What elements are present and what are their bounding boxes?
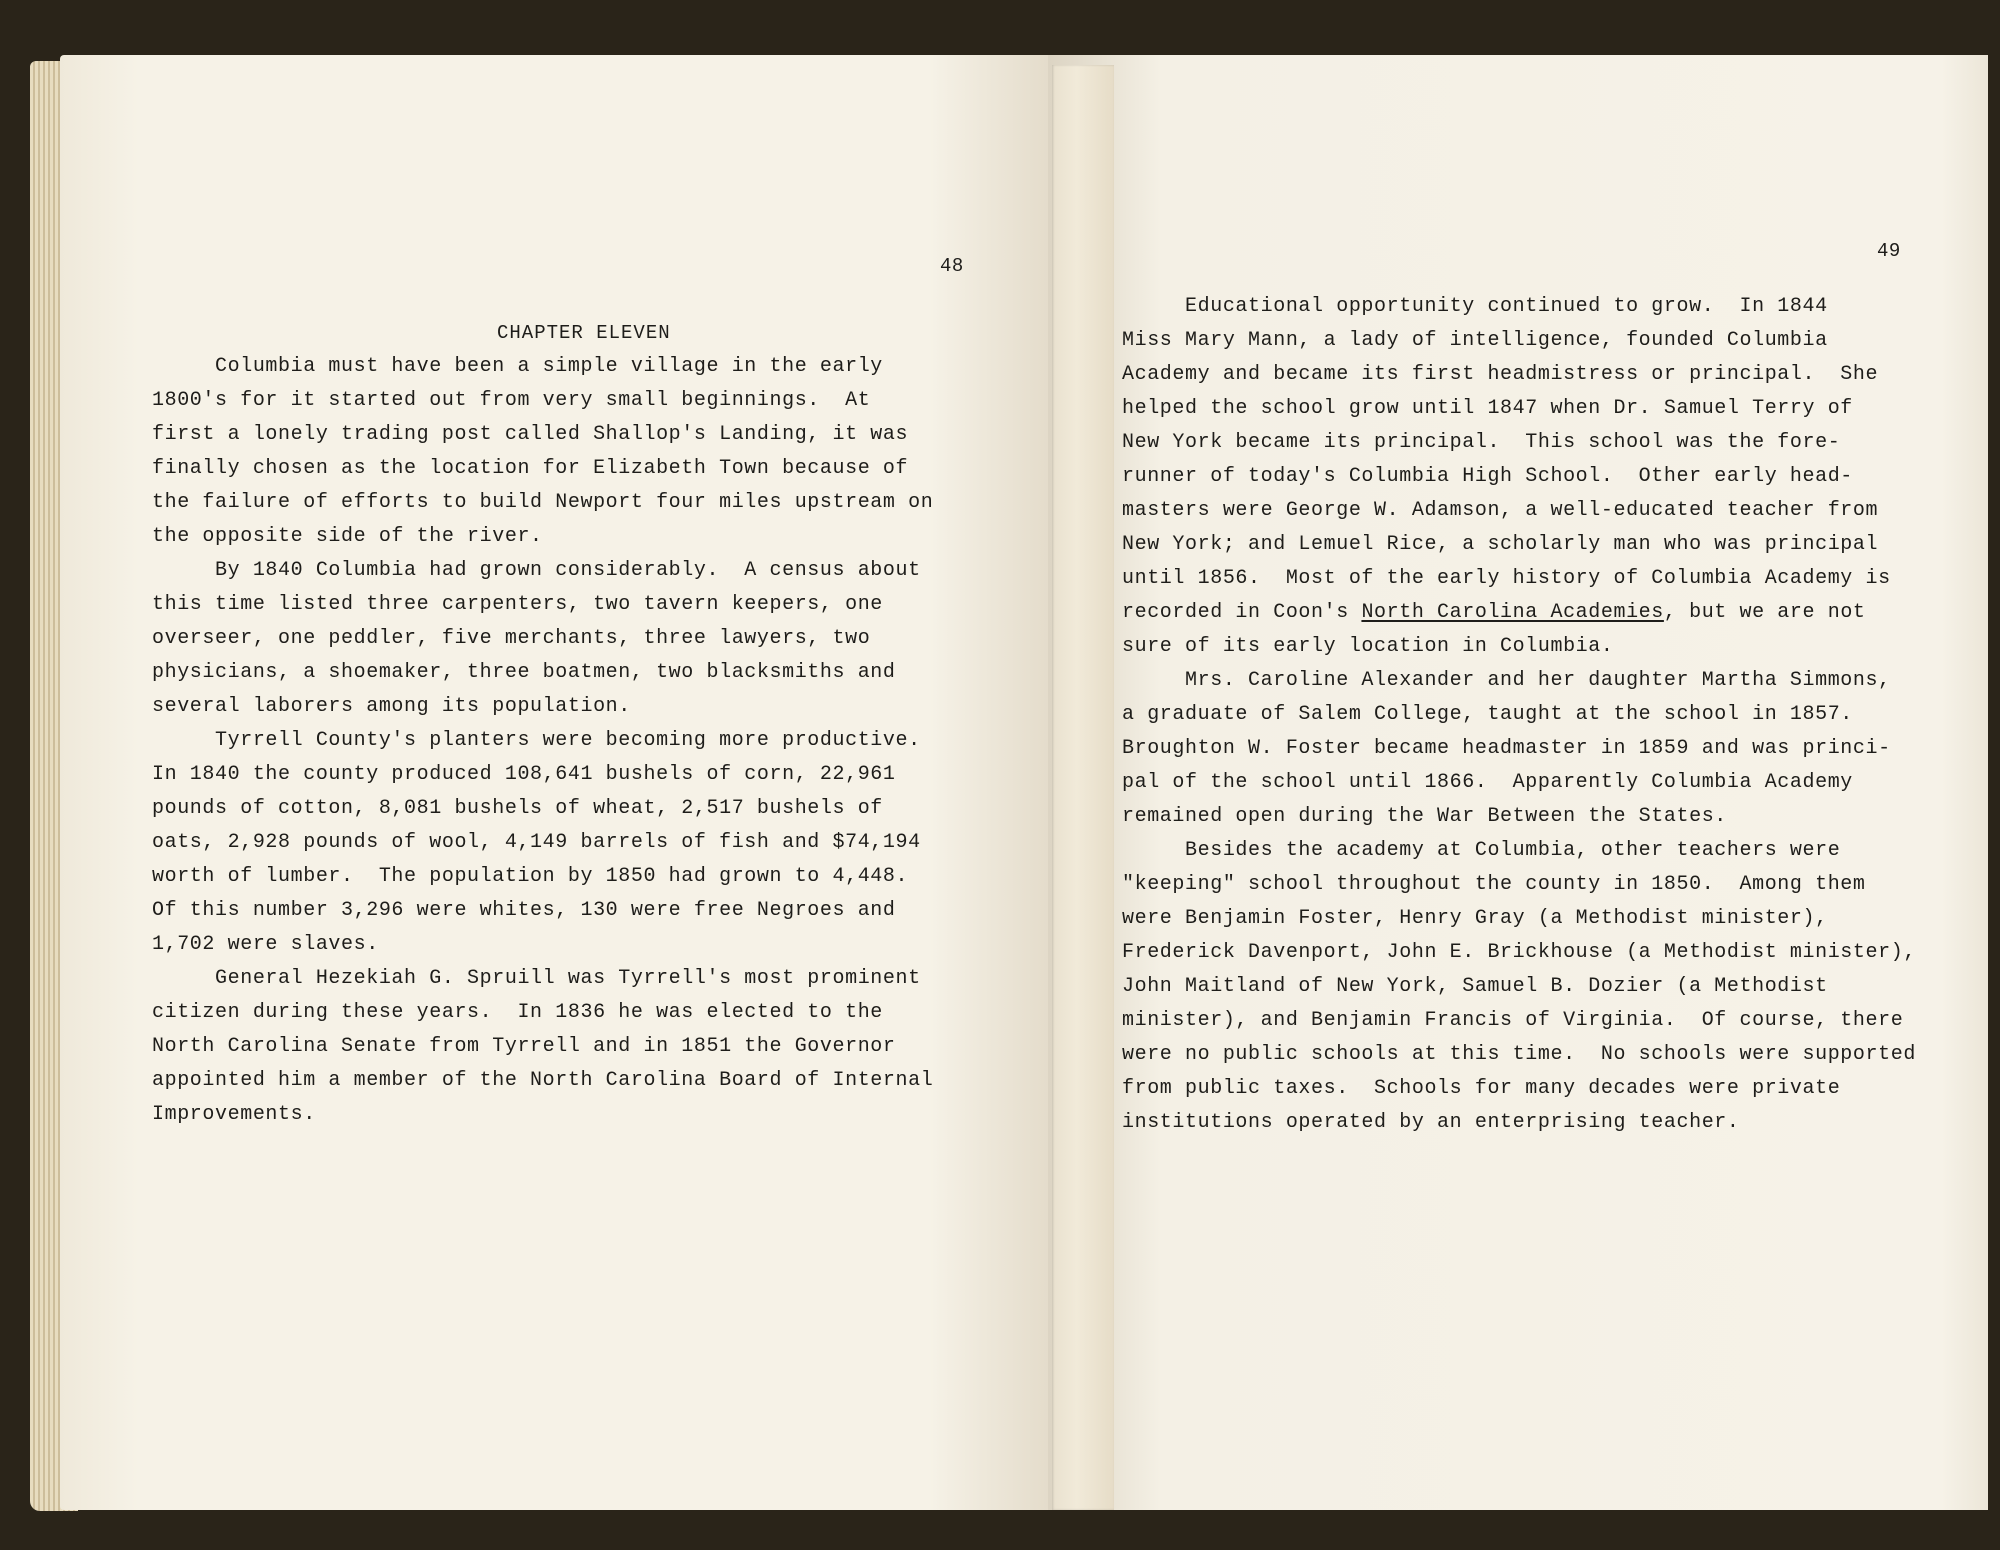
text-line: runner of today's Columbia High School. Other early head- bbox=[1122, 465, 1853, 488]
text-line: 1800's for it started out from very small beginnings. At bbox=[152, 389, 871, 412]
chapter-title: CHAPTER ELEVEN bbox=[497, 322, 671, 344]
text-line: Academy and became its first headmistress or principal. She bbox=[1122, 363, 1879, 386]
text-line: oats, 2,928 pounds of wool, 4,149 barrels of fish and $74,194 bbox=[152, 831, 921, 854]
text-line: By 1840 Columbia had grown considerably. A census about bbox=[152, 559, 921, 582]
text-line: Tyrrell County's planters were becoming more productive. bbox=[152, 729, 921, 752]
text-line-with-title bbox=[1122, 601, 1866, 624]
open-book bbox=[30, 55, 1980, 1515]
text-segment: recorded in Coon's bbox=[1122, 601, 1362, 624]
text-line: remained open during the War Between the States. bbox=[1122, 805, 1727, 828]
text-line: General Hezekiah G. Spruill was Tyrrell's most prominent bbox=[152, 967, 921, 990]
text-line: Mrs. Caroline Alexander and her daughter Martha Simmons, bbox=[1122, 669, 1891, 692]
page-number-right: 49 bbox=[1877, 240, 1901, 262]
text-line: John Maitland of New York, Samuel B. Dozier (a Methodist bbox=[1122, 975, 1828, 998]
text-line: Broughton W. Foster became headmaster in 1859 and was princi- bbox=[1122, 737, 1891, 760]
text-line: were Benjamin Foster, Henry Gray (a Methodist minister), bbox=[1122, 907, 1828, 930]
book-title-underlined: North Carolina Academies bbox=[1361, 601, 1664, 624]
text-line: Educational opportunity continued to grow. In 1844 bbox=[1122, 295, 1828, 318]
text-line: citizen during these years. In 1836 he was elected to the bbox=[152, 1001, 883, 1024]
text-line: until 1856. Most of the early history of Columbia Academy is bbox=[1122, 567, 1891, 590]
text-line: Miss Mary Mann, a lady of intelligence, founded Columbia bbox=[1122, 329, 1828, 352]
text-line: were no public schools at this time. No schools were supported bbox=[1122, 1043, 1916, 1066]
text-line: worth of lumber. The population by 1850 had grown to 4,448. bbox=[152, 865, 909, 888]
text-line: helped the school grow until 1847 when Dr. Samuel Terry of bbox=[1122, 397, 1853, 420]
text-line: physicians, a shoemaker, three boatmen, two blacksmiths and bbox=[152, 661, 896, 684]
text-line: several laborers among its population. bbox=[152, 695, 631, 718]
text-line: pounds of cotton, 8,081 bushels of wheat, 2,517 bushels of bbox=[152, 797, 883, 820]
text-line: sure of its early location in Columbia. bbox=[1122, 635, 1614, 658]
text-line: Frederick Davenport, John E. Brickhouse (a Methodist minister), bbox=[1122, 941, 1916, 964]
text-line: Columbia must have been a simple village in the early bbox=[152, 355, 883, 378]
page-number-left: 48 bbox=[940, 255, 964, 277]
text-line: finally chosen as the location for Elizabeth Town because of bbox=[152, 457, 909, 480]
text-line: minister), and Benjamin Francis of Virginia. Of course, there bbox=[1122, 1009, 1904, 1032]
text-line: Of this number 3,296 were whites, 130 were free Negroes and bbox=[152, 899, 896, 922]
text-line: a graduate of Salem College, taught at the school in 1857. bbox=[1122, 703, 1853, 726]
text-line: "keeping" school throughout the county in 1850. Among them bbox=[1122, 873, 1866, 896]
text-line: from public taxes. Schools for many decades were private bbox=[1122, 1077, 1841, 1100]
text-line: overseer, one peddler, five merchants, three lawyers, two bbox=[152, 627, 871, 650]
text-line: New York became its principal. This school was the fore- bbox=[1122, 431, 1841, 454]
text-line: the opposite side of the river. bbox=[152, 525, 543, 548]
text-line: pal of the school until 1866. Apparently Columbia Academy bbox=[1122, 771, 1853, 794]
text-line: first a lonely trading post called Shallop's Landing, it was bbox=[152, 423, 909, 446]
text-line: Improvements. bbox=[152, 1103, 316, 1126]
right-page bbox=[1048, 55, 1988, 1510]
text-line: 1,702 were slaves. bbox=[152, 933, 379, 956]
binding-tape bbox=[1052, 65, 1114, 1510]
text-line: Besides the academy at Columbia, other teachers were bbox=[1122, 839, 1841, 862]
text-line: In 1840 the county produced 108,641 bushels of corn, 22,961 bbox=[152, 763, 896, 786]
text-line: masters were George W. Adamson, a well-educated teacher from bbox=[1122, 499, 1879, 522]
left-page bbox=[60, 55, 1048, 1510]
text-line: the failure of efforts to build Newport four miles upstream on bbox=[152, 491, 934, 514]
text-segment: , but we are not bbox=[1663, 601, 1866, 624]
text-line: New York; and Lemuel Rice, a scholarly man who was principal bbox=[1122, 533, 1879, 556]
text-line: appointed him a member of the North Carolina Board of Internal bbox=[152, 1069, 934, 1092]
text-line: this time listed three carpenters, two tavern keepers, one bbox=[152, 593, 883, 616]
text-line: institutions operated by an enterprising teacher. bbox=[1122, 1111, 1740, 1134]
text-line: North Carolina Senate from Tyrrell and in 1851 the Governor bbox=[152, 1035, 896, 1058]
